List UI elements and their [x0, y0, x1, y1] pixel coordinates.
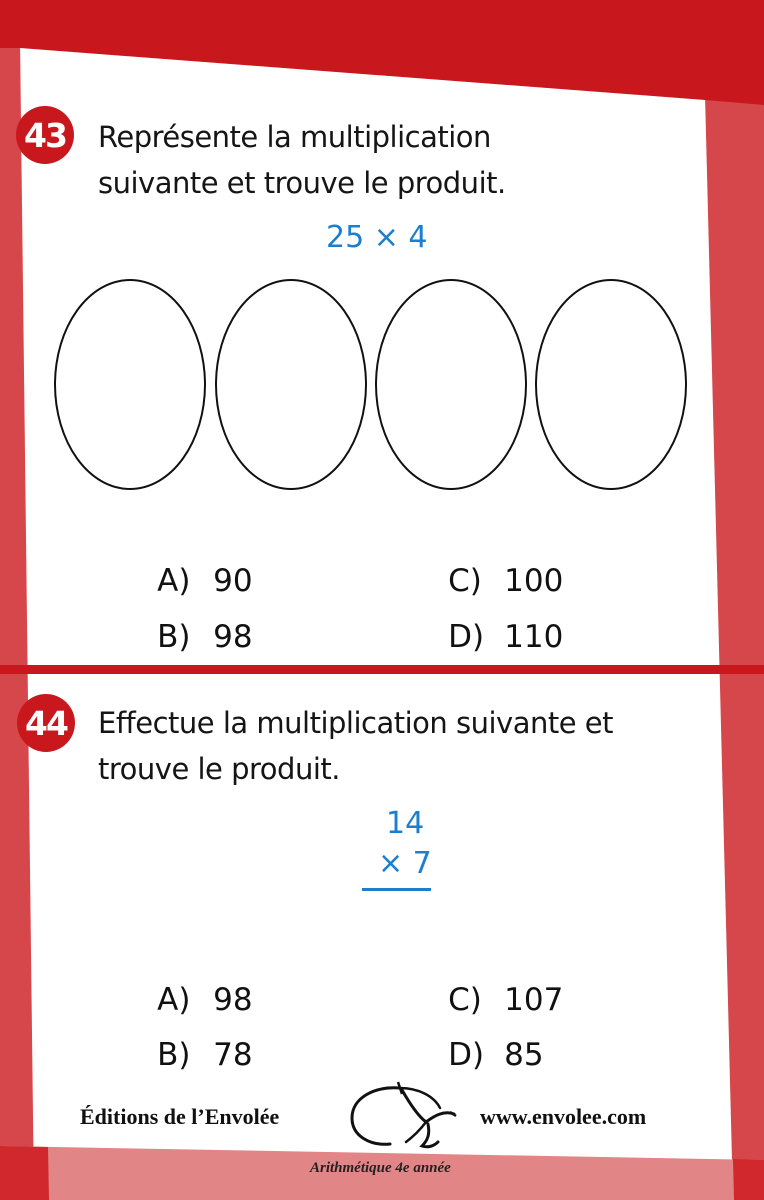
choice-value: 98: [213, 982, 253, 1018]
multiplication-expression: 25 × 4: [326, 220, 428, 255]
prompt-line: Effectue la multiplication suivante et: [98, 706, 614, 740]
book-subtitle: Arithmétique 4e année: [310, 1160, 451, 1176]
multiplier: × 7: [378, 846, 432, 881]
prompt-line: Représente la multiplication: [98, 120, 491, 154]
group-ellipse-2[interactable]: [215, 279, 367, 490]
prompt-line: suivante et trouve le produit.: [98, 166, 506, 200]
choice-letter: B): [157, 619, 191, 655]
choice-value: 110: [504, 619, 564, 655]
choice-value: 107: [504, 982, 564, 1018]
group-ellipse-1[interactable]: [54, 279, 206, 490]
question-prompt: [98, 700, 613, 792]
group-ellipse-3[interactable]: [375, 279, 527, 490]
choice-letter: C): [448, 563, 482, 599]
choice-value: 90: [213, 563, 253, 599]
choice-letter: D): [448, 1037, 485, 1073]
question-number-badge: 43: [16, 106, 74, 164]
choice-letter: D): [448, 619, 485, 655]
choice-letter: A): [157, 982, 191, 1018]
choice-b[interactable]: [98, 1001, 253, 1109]
choice-value: 78: [213, 1037, 253, 1073]
choice-value: 100: [504, 563, 564, 599]
result-line: [362, 888, 431, 891]
website-url[interactable]: www.envolee.com: [480, 1104, 647, 1129]
choice-letter: C): [448, 982, 482, 1018]
question-prompt: [98, 114, 506, 206]
choice-d[interactable]: [389, 583, 563, 691]
choice-letter: A): [157, 563, 191, 599]
choice-value: 98: [213, 619, 253, 655]
publisher-name: Éditions de l’Envolée: [80, 1104, 280, 1129]
question-number-badge: 44: [17, 694, 75, 752]
group-ellipse-4[interactable]: [535, 279, 687, 490]
choice-value: 85: [504, 1037, 544, 1073]
choice-letter: B): [157, 1037, 191, 1073]
bird-in-circle-logo-icon: [344, 1080, 464, 1152]
choice-b[interactable]: [98, 583, 253, 691]
multiplicand: 14: [386, 806, 425, 841]
prompt-line: trouve le produit.: [98, 752, 340, 786]
